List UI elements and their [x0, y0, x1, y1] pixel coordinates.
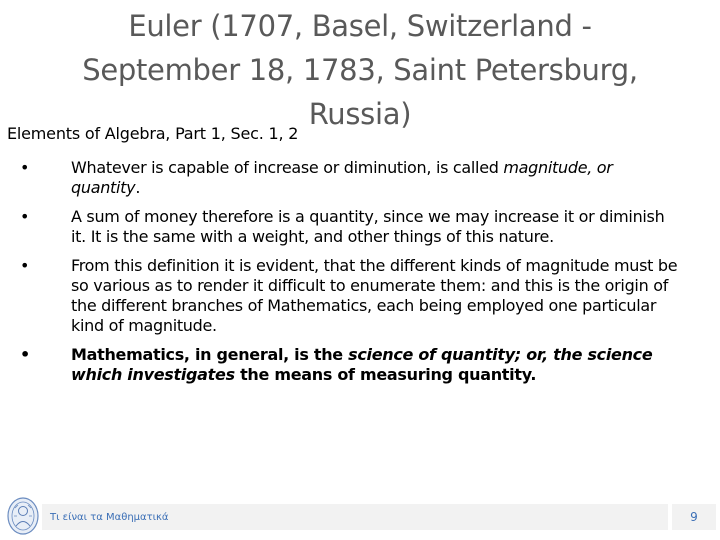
bullet-item — [10, 207, 680, 247]
bullet-text: the means of measuring quantity. — [234, 365, 537, 384]
bullet-dot: • — [20, 158, 30, 177]
title-line-3: Russia) — [308, 97, 412, 131]
bullet-item — [10, 256, 680, 336]
bullet-dot: • — [20, 345, 30, 364]
bullet-item — [10, 158, 680, 198]
university-seal-icon — [6, 496, 40, 536]
title-line-1: Euler (1707, Basel, Switzerland - — [128, 9, 592, 43]
slide-title — [0, 4, 720, 136]
bullet-dot: • — [20, 256, 30, 275]
bullet-emphasis: science of quantity; or, the science which investigates — [71, 345, 653, 384]
bullet-text: A sum of money therefore is a quantity, since we may increase it or diminish it. It is the same with a weight, and other things of this nature. — [71, 207, 665, 246]
bullet-list — [10, 158, 680, 394]
bullet-text: From this definition it is evident, that the different kinds of magnitude must be so various as to render it difficult to enumerate them: and this is the origin of the different branches of Mathematics, each being employed one particular kind of magnitude. — [71, 256, 678, 335]
slide-footer — [0, 490, 720, 540]
bullet-text: Mathematics, in general, is the — [71, 345, 349, 364]
bullet-text: . — [135, 178, 141, 197]
bullet-item — [10, 345, 680, 385]
footer-title: Τι είναι τα Μαθηματικά — [50, 512, 169, 523]
page-number: 9 — [672, 504, 716, 530]
bullet-dot: • — [20, 207, 30, 226]
title-line-2: September 18, 1783, Saint Petersburg, — [82, 53, 638, 87]
bullet-emphasis: magnitude, or quantity — [71, 158, 613, 197]
slide-subtitle: Elements of Algebra, Part 1, Sec. 1, 2 — [7, 124, 299, 143]
bullet-text: Whatever is capable of increase or diminution, is called — [71, 158, 504, 177]
